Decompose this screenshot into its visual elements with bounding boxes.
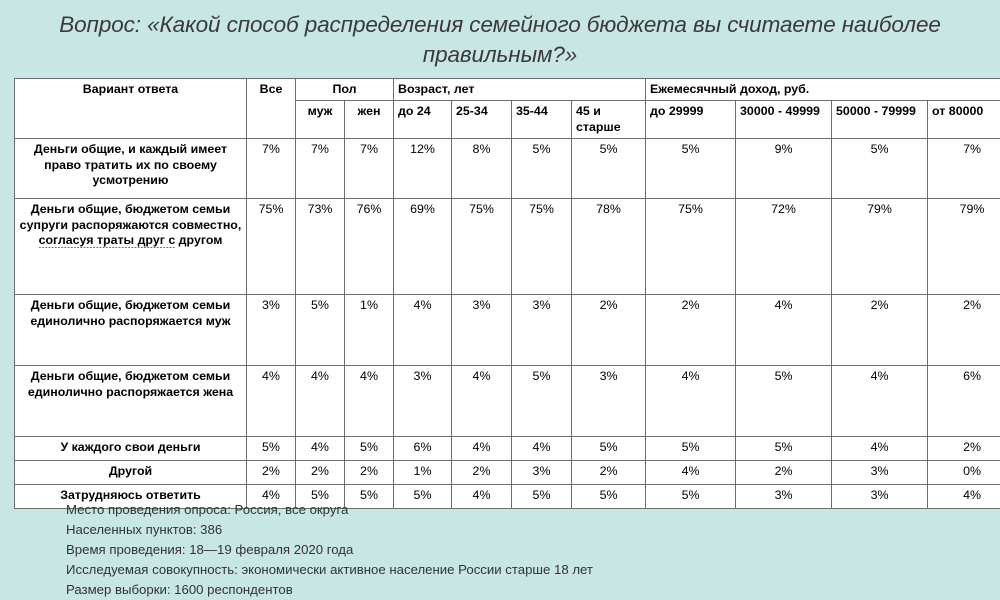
header-age-45plus: 45 и старше bbox=[572, 100, 646, 138]
data-cell: 2% bbox=[736, 460, 832, 484]
data-cell: 5% bbox=[832, 138, 928, 198]
data-cell: 75% bbox=[512, 198, 572, 294]
table-body bbox=[15, 138, 1000, 508]
answer-label: Затрудняюсь ответить bbox=[15, 484, 247, 508]
data-cell: 2% bbox=[928, 294, 1000, 365]
data-cell: 4% bbox=[832, 436, 928, 460]
data-cell: 5% bbox=[512, 138, 572, 198]
data-cell: 75% bbox=[646, 198, 736, 294]
data-cell: 3% bbox=[572, 365, 646, 436]
table-row bbox=[15, 294, 1000, 365]
data-cell: 2% bbox=[247, 460, 296, 484]
data-cell: 5% bbox=[512, 484, 572, 508]
header-income-80000plus: от 80000 bbox=[928, 100, 1000, 138]
data-cell: 3% bbox=[512, 460, 572, 484]
data-cell: 5% bbox=[394, 484, 452, 508]
header-all: Все bbox=[247, 79, 296, 139]
data-cell: 76% bbox=[345, 198, 394, 294]
header-group-row bbox=[15, 79, 1000, 101]
data-cell: 1% bbox=[345, 294, 394, 365]
data-cell: 5% bbox=[646, 138, 736, 198]
data-cell: 3% bbox=[452, 294, 512, 365]
data-cell: 2% bbox=[928, 436, 1000, 460]
data-cell: 5% bbox=[345, 436, 394, 460]
data-cell: 7% bbox=[345, 138, 394, 198]
data-cell: 7% bbox=[296, 138, 345, 198]
header-income-under29999: до 29999 bbox=[646, 100, 736, 138]
answer-label: Деньги общие, бюджетом семьи супруги распоряжаются совместно, согласуя траты друг с другом bbox=[15, 198, 247, 294]
data-cell: 0% bbox=[928, 460, 1000, 484]
answer-label: Другой bbox=[15, 460, 247, 484]
data-cell: 2% bbox=[646, 294, 736, 365]
data-cell: 2% bbox=[452, 460, 512, 484]
data-cell: 6% bbox=[394, 436, 452, 460]
table-row bbox=[15, 198, 1000, 294]
data-cell: 4% bbox=[345, 365, 394, 436]
data-cell: 1% bbox=[394, 460, 452, 484]
data-cell: 7% bbox=[928, 138, 1000, 198]
data-cell: 5% bbox=[296, 294, 345, 365]
header-group-gender: Пол bbox=[296, 79, 394, 101]
data-cell: 75% bbox=[452, 198, 512, 294]
data-cell: 4% bbox=[247, 365, 296, 436]
table-row bbox=[15, 365, 1000, 436]
data-cell: 4% bbox=[928, 484, 1000, 508]
data-cell: 5% bbox=[512, 365, 572, 436]
data-cell: 69% bbox=[394, 198, 452, 294]
data-cell: 4% bbox=[394, 294, 452, 365]
header-group-age: Возраст, лет bbox=[394, 79, 646, 101]
data-cell: 2% bbox=[832, 294, 928, 365]
header-gender-male: муж bbox=[296, 100, 345, 138]
data-cell: 73% bbox=[296, 198, 345, 294]
data-cell: 4% bbox=[512, 436, 572, 460]
data-cell: 6% bbox=[928, 365, 1000, 436]
header-income-50000-79999: 50000 - 79999 bbox=[832, 100, 928, 138]
note-line: Населенных пунктов: 386 bbox=[66, 522, 223, 538]
header-group-income: Ежемесячный доход, руб. bbox=[646, 79, 1000, 101]
data-cell: 4% bbox=[452, 365, 512, 436]
slide-title: Вопрос: «Какой способ распределения семейного бюджета вы считаете наиболее правильным?» bbox=[59, 12, 941, 67]
data-cell: 7% bbox=[247, 138, 296, 198]
data-cell: 4% bbox=[736, 294, 832, 365]
answer-label: Деньги общие, бюджетом семьи единолично распоряжается жена bbox=[15, 365, 247, 436]
data-cell: 4% bbox=[296, 365, 345, 436]
data-cell: 5% bbox=[572, 138, 646, 198]
note-line: Размер выборки: 1600 респондентов bbox=[66, 582, 293, 598]
data-cell: 5% bbox=[296, 484, 345, 508]
answer-label: Деньги общие, и каждый имеет право тратить их по своему усмотрению bbox=[15, 138, 247, 198]
data-cell: 78% bbox=[572, 198, 646, 294]
data-cell: 4% bbox=[247, 484, 296, 508]
header-income-30000-49999: 30000 - 49999 bbox=[736, 100, 832, 138]
data-cell: 4% bbox=[452, 436, 512, 460]
data-cell: 3% bbox=[394, 365, 452, 436]
note-line: Место проведения опроса: Россия, все округа bbox=[66, 502, 349, 517]
table-header bbox=[15, 79, 1000, 139]
data-cell: 2% bbox=[572, 460, 646, 484]
table-row bbox=[15, 138, 1000, 198]
data-cell: 2% bbox=[345, 460, 394, 484]
header-age-35-44: 35-44 bbox=[512, 100, 572, 138]
header-answer: Вариант ответа bbox=[15, 79, 247, 139]
table-row bbox=[15, 460, 1000, 484]
survey-notes bbox=[66, 500, 593, 600]
survey-table-wrapper bbox=[14, 78, 986, 509]
data-cell: 2% bbox=[296, 460, 345, 484]
data-cell: 5% bbox=[736, 365, 832, 436]
header-age-25-34: 25-34 bbox=[452, 100, 512, 138]
survey-table bbox=[14, 78, 1000, 509]
data-cell: 79% bbox=[928, 198, 1000, 294]
data-cell: 3% bbox=[512, 294, 572, 365]
data-cell: 3% bbox=[247, 294, 296, 365]
note-line: Исследуемая совокупность: экономически активное население России старше 18 лет bbox=[66, 562, 593, 578]
data-cell: 12% bbox=[394, 138, 452, 198]
data-cell: 72% bbox=[736, 198, 832, 294]
data-cell: 5% bbox=[572, 436, 646, 460]
data-cell: 3% bbox=[832, 484, 928, 508]
data-cell: 2% bbox=[572, 294, 646, 365]
data-cell: 4% bbox=[646, 365, 736, 436]
data-cell: 9% bbox=[736, 138, 832, 198]
data-cell: 3% bbox=[832, 460, 928, 484]
data-cell: 79% bbox=[832, 198, 928, 294]
data-cell: 4% bbox=[296, 436, 345, 460]
data-cell: 5% bbox=[572, 484, 646, 508]
table-row bbox=[15, 436, 1000, 460]
note-line: Время проведения: 18—19 февраля 2020 года bbox=[66, 542, 354, 558]
data-cell: 3% bbox=[736, 484, 832, 508]
data-cell: 75% bbox=[247, 198, 296, 294]
data-cell: 5% bbox=[345, 484, 394, 508]
answer-label: Деньги общие, бюджетом семьи единолично распоряжается муж bbox=[15, 294, 247, 365]
spellcheck-underlined-text: согласуя траты друг с bbox=[38, 233, 176, 248]
data-cell: 8% bbox=[452, 138, 512, 198]
data-cell: 4% bbox=[452, 484, 512, 508]
data-cell: 4% bbox=[646, 460, 736, 484]
data-cell: 5% bbox=[646, 436, 736, 460]
data-cell: 4% bbox=[832, 365, 928, 436]
answer-label: У каждого свои деньги bbox=[15, 436, 247, 460]
header-gender-female: жен bbox=[345, 100, 394, 138]
header-age-under24: до 24 bbox=[394, 100, 452, 138]
data-cell: 5% bbox=[646, 484, 736, 508]
data-cell: 5% bbox=[736, 436, 832, 460]
data-cell: 5% bbox=[247, 436, 296, 460]
